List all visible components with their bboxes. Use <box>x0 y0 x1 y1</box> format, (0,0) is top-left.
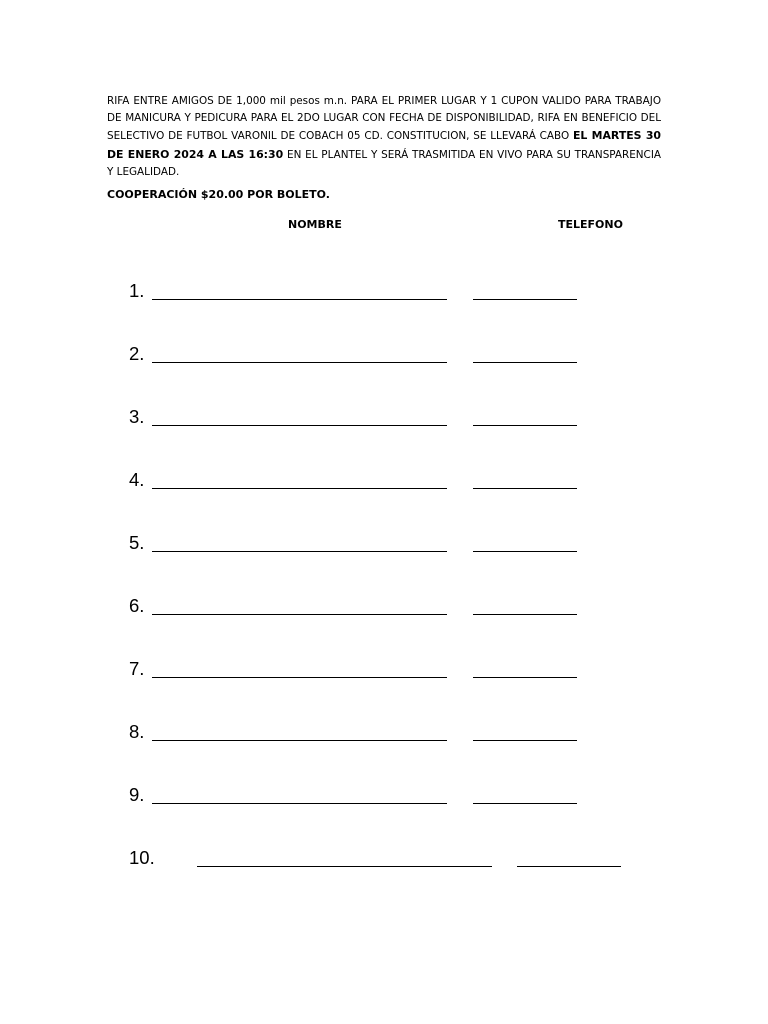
name-blank-line[interactable] <box>152 803 447 804</box>
name-blank-line[interactable] <box>197 866 492 867</box>
phone-blank-line[interactable] <box>473 740 577 741</box>
column-header-phone: TELEFONO <box>558 218 623 231</box>
entry-number: 10. <box>129 847 155 868</box>
raffle-description <box>107 93 661 181</box>
phone-blank-line[interactable] <box>473 425 577 426</box>
entry-row-8 <box>0 721 768 745</box>
entry-row-5 <box>0 532 768 556</box>
entry-row-1 <box>0 280 768 304</box>
name-blank-line[interactable] <box>152 614 447 615</box>
phone-blank-line[interactable] <box>473 551 577 552</box>
name-blank-line[interactable] <box>152 488 447 489</box>
entry-row-2 <box>0 343 768 367</box>
entry-number: 2. <box>129 343 145 364</box>
entry-number: 7. <box>129 658 145 679</box>
name-blank-line[interactable] <box>152 362 447 363</box>
entry-number: 9. <box>129 784 145 805</box>
raffle-description-text: RIFA ENTRE AMIGOS DE 1,000 mil pesos m.n. PARA EL PRIMER LUGAR Y 1 CUPON VALIDO PARA TRABAJO DE MANICURA Y PEDICURA PARA EL 2DO LUGAR CON FECHA DE DISPONIBILIDAD, RIFA EN BENEFICIO DEL SELECTIVO DE FUTBOL VARONIL DE COBACH 05 CD. CONSTITUCION, SE LLEVARÁ CABO <box>107 95 661 143</box>
raffle-date: EL MARTES 30 DE ENERO 2024 A LAS 16:30 <box>107 129 661 161</box>
phone-blank-line[interactable] <box>473 299 577 300</box>
entry-row-4 <box>0 469 768 493</box>
entry-row-10 <box>0 847 768 871</box>
entry-row-6 <box>0 595 768 619</box>
entry-row-9 <box>0 784 768 808</box>
phone-blank-line[interactable] <box>473 677 577 678</box>
entry-row-7 <box>0 658 768 682</box>
raffle-description-end: EN EL PLANTEL Y SERÁ TRASMITIDA EN VIVO PARA SU TRANSPARENCIA Y LEGALIDAD. <box>107 148 661 178</box>
entry-number: 6. <box>129 595 145 616</box>
entry-number: 8. <box>129 721 145 742</box>
entry-number: 1. <box>129 280 145 301</box>
phone-blank-line[interactable] <box>473 803 577 804</box>
name-blank-line[interactable] <box>152 740 447 741</box>
phone-blank-line[interactable] <box>473 362 577 363</box>
entry-number: 4. <box>129 469 145 490</box>
name-blank-line[interactable] <box>152 425 447 426</box>
phone-blank-line[interactable] <box>473 488 577 489</box>
phone-blank-line[interactable] <box>517 866 621 867</box>
entry-number: 5. <box>129 532 145 553</box>
name-blank-line[interactable] <box>152 299 447 300</box>
entry-row-3 <box>0 406 768 430</box>
column-header-name: NOMBRE <box>288 218 342 231</box>
phone-blank-line[interactable] <box>473 614 577 615</box>
name-blank-line[interactable] <box>152 677 447 678</box>
entry-number: 3. <box>129 406 145 427</box>
name-blank-line[interactable] <box>152 551 447 552</box>
ticket-price: COOPERACIÓN $20.00 POR BOLETO. <box>107 188 330 201</box>
